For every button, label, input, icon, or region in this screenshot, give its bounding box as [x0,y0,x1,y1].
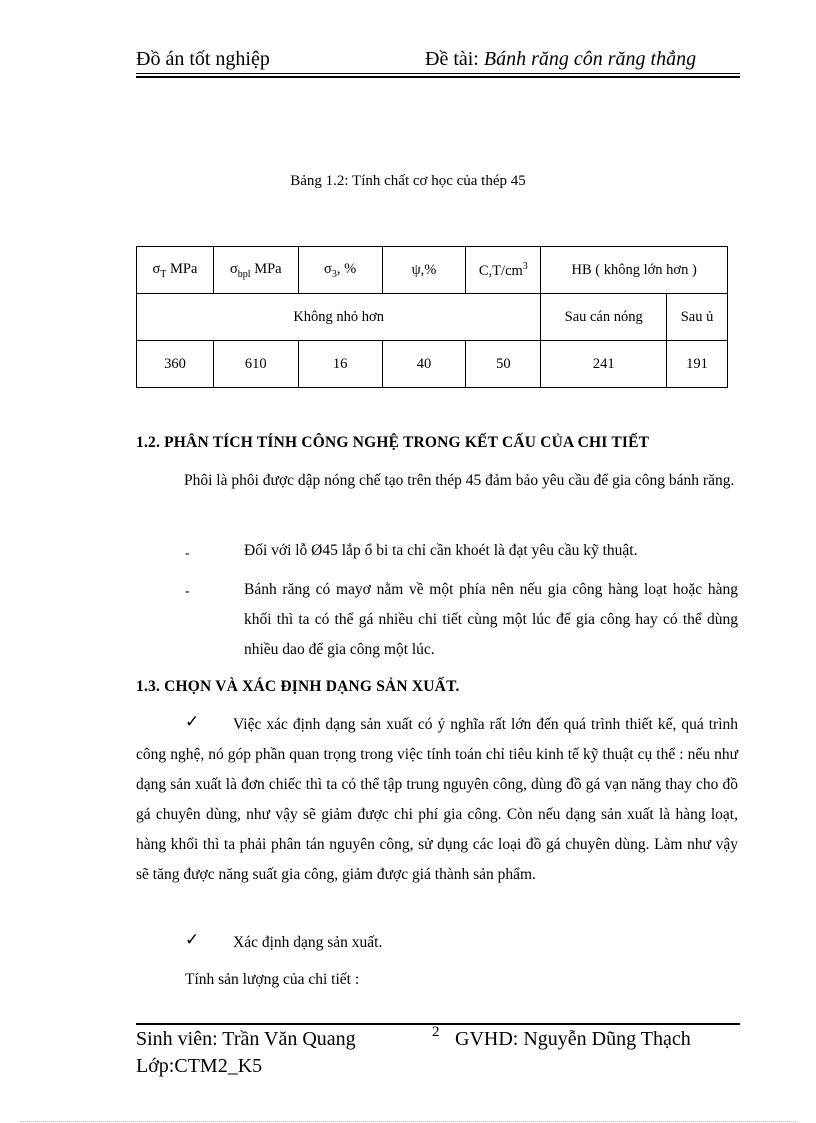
section-1-3-paragraph: Việc xác định dạng sản xuất có ý nghĩa rất lớn đến quá trình thiết kế, quá trình công nghệ, nó góp phần quan trọng trong việc tính toán chỉ tiêu kinh tế kỹ thuật cụ thể : nếu như dạng sản xuất là đơn chiếc thì ta có thể tập trung nguyên công, dùng đồ gá vạn năng thay cho đồ gá chuyên dùng, như vậy sẽ giảm được chi phí gia công. Còn nếu dạng sản xuất là hàng loạt, hàng khối thì ta phải phân tán nguyên công, sử dụng các loại đồ gá chuyên dùng. Làm như vậy sẽ tăng được năng suất gia công, giảm được giá thành sản phẩm. [136,716,738,883]
cell-after-hot-rolling: Sau cán nóng [541,294,667,341]
header-thesis-label: Đồ án tốt nghiệp [136,48,270,70]
header-rule-thin [136,73,740,74]
table-cell: 16 [298,341,382,388]
header-topic-prefix: Đề tài: [425,48,484,70]
checkmark-icon: ✓ [185,712,200,731]
table-cell: 360 [137,341,214,388]
header-rule-thick [136,76,740,78]
page-bottom-divider [20,1121,796,1122]
header-cell-elongation: $\sigma_3$, % [298,247,382,294]
footer-class: Lớp:CTM2_K5 [136,1055,263,1077]
section-1-3-heading: 1.3. CHỌN VÀ XÁC ĐỊNH DẠNG SẢN XUẤT. [136,678,460,695]
item-determine-production-type: Xác định dạng sản xuất. [233,934,383,951]
table-header-row [137,247,728,294]
header-topic [425,46,696,72]
header-cell-hardness: HB ( không lớn hơn ) [541,247,728,294]
bullet-item-hub: Bánh răng có mayơ nằm về một phía nên nếu gia công hàng loạt hoặc hàng khối thì ta có thể gá nhiều chi tiết cùng một lúc để gia công hay có thể dùng nhiều dao để gia công một lúc. [244,581,738,658]
header-cell-tensile-strength: $\sigma_{bpl}$ MPa [213,247,298,294]
section-1-2-paragraph: Phôi là phôi được dập nóng chế tạo trên thép 45 đảm bảo yêu cầu để gia công bánh răng. [184,472,735,489]
page-number: 2 [432,1024,440,1040]
cell-after-annealing: Sau ủ [667,294,728,341]
section-1-2-heading: 1.2. PHÂN TÍCH TÍNH CÔNG NGHỆ TRONG KẾT CẤU CỦA CHI TIẾT [136,434,650,451]
table-caption: Bảng 1.2: Tính chất cơ học của thép 45 [290,173,526,189]
header-cell-yield-strength: $\sigma_T$ MPa [137,247,214,294]
mechanical-properties-table [136,246,728,388]
bullet-dash: - [185,546,190,561]
header-cell-impact: $C,T/cm^3$ [466,247,541,294]
header-topic-title: Bánh răng côn răng thẳng [483,48,697,70]
table-condition-row [137,294,728,341]
cell-not-less-than: Không nhỏ hơn [137,294,541,341]
header-cell-reduction-area: ψ,% [382,247,466,294]
bullet-item-bore: Đối với lỗ Ø45 lắp ổ bi ta chỉ cần khoét là đạt yêu cầu kỹ thuật. [244,542,638,559]
table-cell: 241 [541,341,667,388]
table-cell: 191 [667,341,728,388]
output-calculation-line: Tính sản lượng của chi tiết : [185,971,360,988]
table-cell: 50 [466,341,541,388]
table-cell: 40 [382,341,466,388]
bullet-dash: - [185,584,190,599]
footer-student: Sinh viên: Trần Văn Quang [136,1028,356,1050]
footer-advisor: GVHD: Nguyễn Dũng Thạch [455,1028,691,1050]
table-row [137,341,728,388]
checkmark-icon: ✓ [185,930,200,949]
table-cell: 610 [213,341,298,388]
